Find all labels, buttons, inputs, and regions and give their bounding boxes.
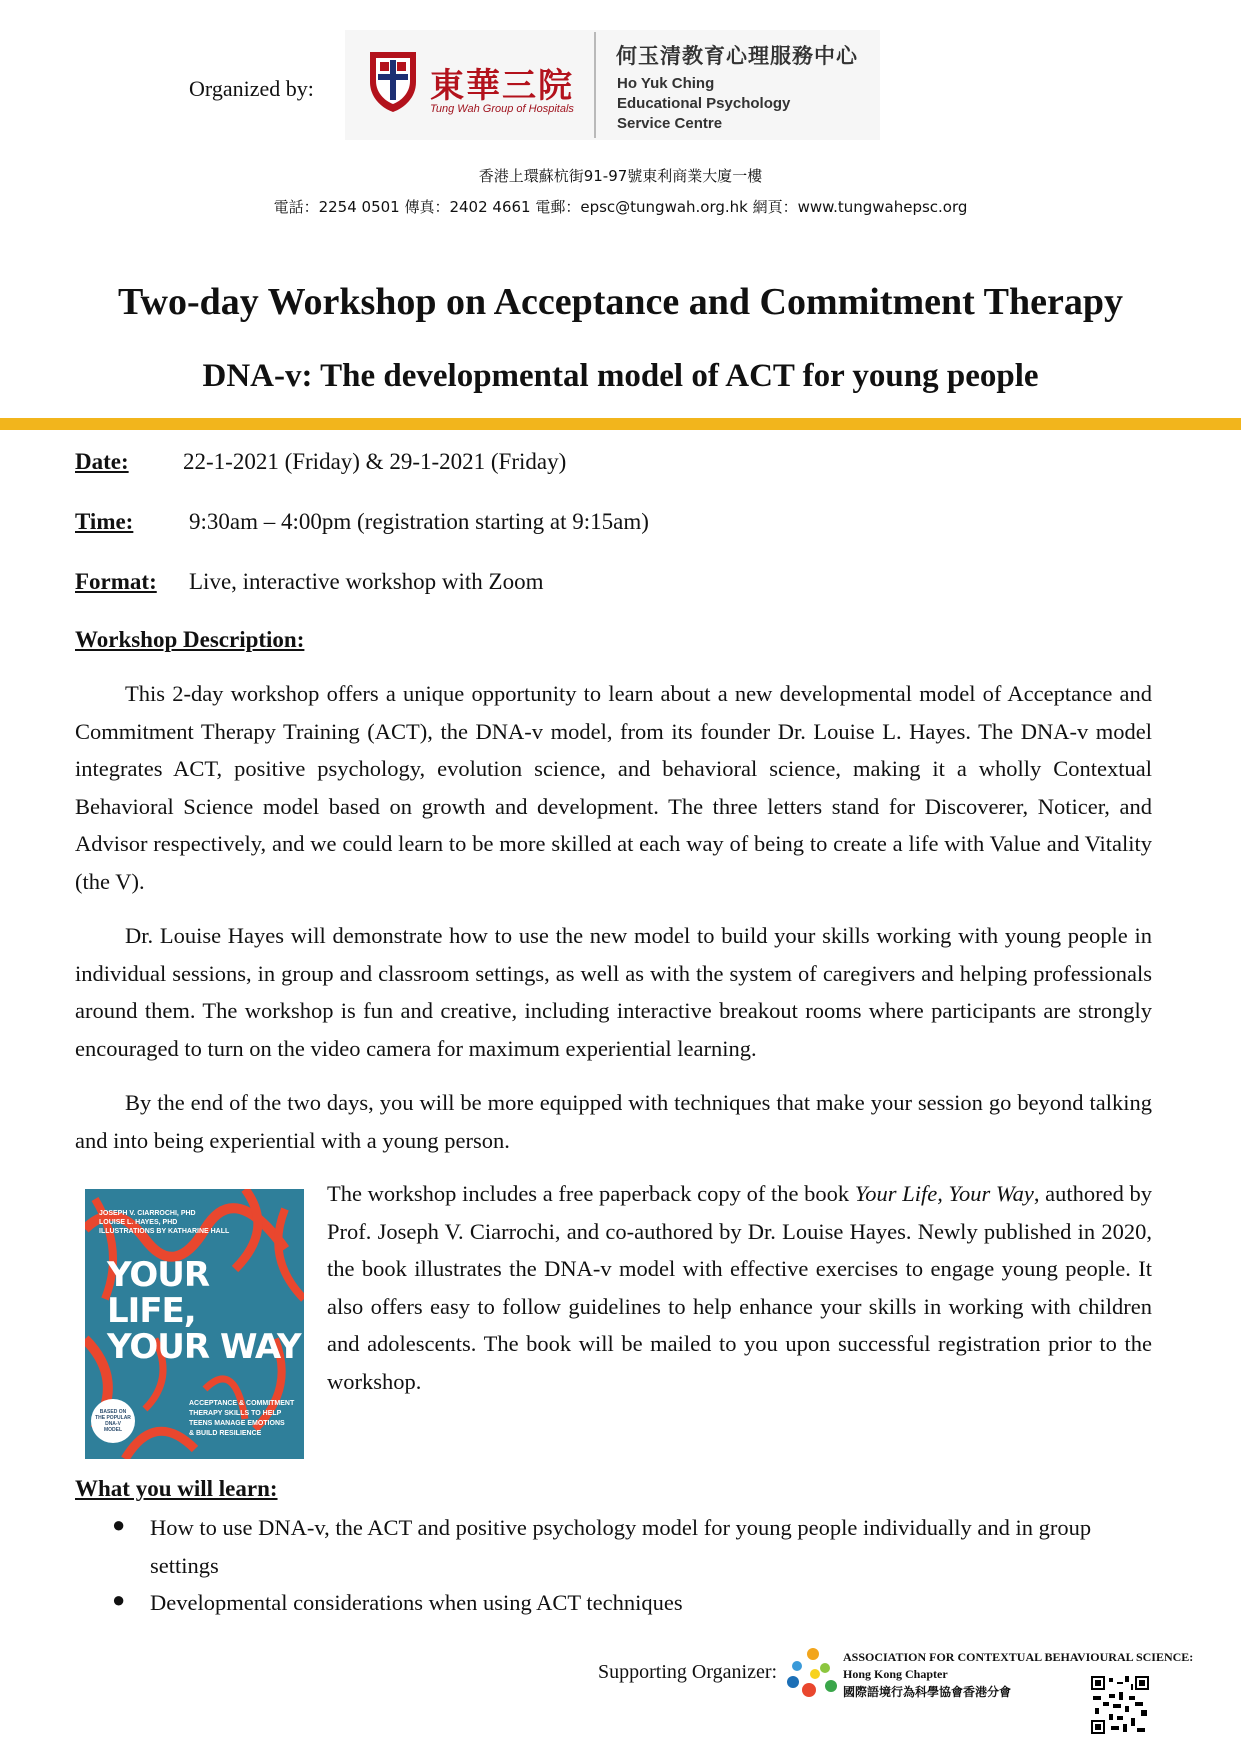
book-text-before: The workshop includes a free paperback copy of the book [327,1181,855,1206]
centre-contact: 電話：2254 0501 傳真：2402 4661 電郵：epsc@tungwah.org.hk 網頁：www.tungwahepsc.org [273,198,968,216]
bullet-marker-1: ● [112,1512,126,1537]
centre-name-cn: 何玉清教育心理服務中心 [616,44,858,68]
book-cover-tagline: ACCEPTANCE & COMMITMENT THERAPY SKILLS TO HELP TEENS MANAGE EMOTIONS & BUILD RESILIENCE [189,1400,295,1437]
twgh-crest-logo [366,48,420,114]
book-cover-authors: JOSEPH V. CIARROCHI, PHD LOUISE L. HAYES, PHD ILLUSTRATIONS BY KATHARINE HALL [99,1210,230,1235]
description-paragraph-2: Dr. Louise Hayes will demonstrate how to use the new model to build your skills working with young people in individual sessions, in group and classroom settings, as well as with the system of caregivers and helping professionals around them. The workshop is fun and creative, including interactive breakout rooms where participants are strongly encouraged to turn on the video camera for maximum experiential learning. [75,923,1152,1061]
logo-divider [594,32,596,138]
date-label: Date: [75,449,129,474]
acbs-name: ASSOCIATION FOR CONTEXTUAL BEHAVIOURAL SCIENCE: [843,1650,1194,1664]
learn-item-1: How to use DNA-v, the ACT and positive psychology model for young people individually and in group settings [150,1515,1092,1578]
time-label: Time: [75,509,134,534]
format-label: Format: [75,569,157,594]
book-cover-badge: BASED ON THE POPULAR DNA-V MODEL [95,1409,131,1433]
acbs-chapter: Hong Kong Chapter [843,1667,948,1681]
organized-by-label: Organized by: [189,76,314,101]
time-value: 9:30am – 4:00pm (registration starting at 9:15am) [189,509,649,534]
description-paragraph-3: By the end of the two days, you will be more equipped with techniques that make your session go beyond talking and into being experiential with a young person. [75,1090,1152,1153]
acbs-name-cn: 國際語境行為科學協會香港分會 [843,1685,1012,1699]
page-title: Two-day Workshop on Acceptance and Commitment Therapy [118,281,1123,323]
centre-address: 香港上環蘇杭街91-97號東利商業大廈一樓 [478,167,763,185]
bullet-marker-2: ● [112,1587,126,1612]
supporting-organizer-label: Supporting Organizer: [598,1661,778,1683]
description-heading: Workshop Description: [75,627,305,652]
centre-name-en [617,74,790,134]
date-value: 22-1-2021 (Friday) & 29-1-2021 (Friday) [183,449,567,474]
book-description [327,1175,1152,1400]
book-cover-image [85,1189,304,1459]
page-subtitle: DNA-v: The developmental model of ACT for young people [202,358,1039,394]
book-text-after: , authored by Prof. Joseph V. Ciarrochi, and co-authored by Dr. Louise Hayes. Newly published in 2020, the book illustrates the DNA-v model with effective exercises to engage young people. It also offers easy to follow guidelines to help enhance your skills in working with children and adolescents. The book will be mailed to you upon successful registration prior to the workshop. [327,1181,1153,1394]
learn-heading: What you will learn: [75,1476,278,1501]
centre-name-line-2: Educational Psychology [617,95,791,112]
book-cover-title-line-2: YOUR WAY [107,1327,301,1367]
centre-name-line-3: Service Centre [617,115,723,132]
twgh-name-cn: 東華三院 [430,66,574,106]
twgh-name-en: Tung Wah Group of Hospitals [430,103,574,115]
book-cover-title [107,1257,304,1365]
book-text-title: Your Life, Your Way [854,1181,1034,1206]
centre-name-line-1: Ho Yuk Ching [617,75,715,92]
qr-code-icon [1091,1676,1149,1734]
format-value: Live, interactive workshop with Zoom [189,569,544,594]
acbs-logo [785,1646,840,1706]
learn-item-2: Developmental considerations when using ACT techniques [150,1590,683,1615]
accent-divider [0,418,1241,430]
description-paragraph-1: This 2-day workshop offers a unique opportunity to learn about a new developmental model of Acceptance and Commitment Therapy Training (ACT), the DNA-v model, from its founder Dr. Louise L. Hayes. The DNA-v model integrates ACT, positive psychology, evolution science, and behavioral science, making it a wholly Contextual Behavioral Science model based on growth and development. The three letters stand for Discoverer, Noticer, and Advisor respectively, and we could learn to be more skilled at each way of being to create a life with Value and Vitality (the V). [75,681,1152,894]
book-cover-title-line-1: YOUR LIFE, [107,1255,210,1331]
